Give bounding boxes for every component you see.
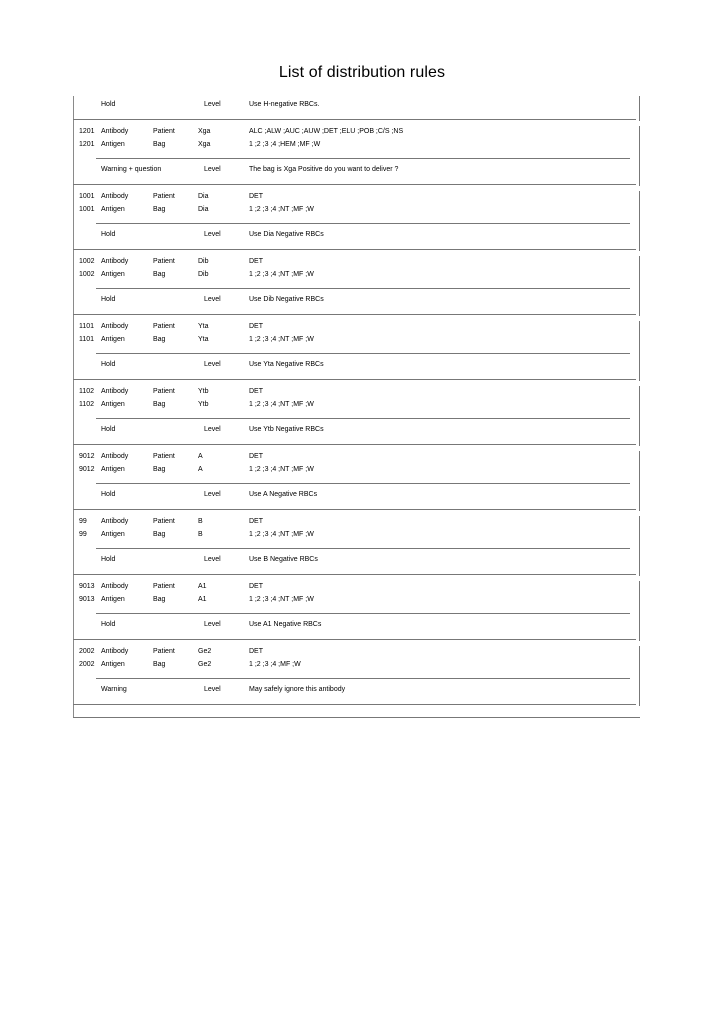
rule-message: Use A Negative RBCs — [249, 491, 318, 498]
rule-type: Antibody — [101, 648, 129, 655]
rule-values: 1 ;2 ;3 ;4 ;NT ;MF ;W — [249, 271, 314, 278]
rule-id: 1101 — [79, 323, 95, 330]
rule-source: Bag — [153, 661, 166, 668]
rule-values: 1 ;2 ;3 ;4 ;NT ;MF ;W — [249, 531, 314, 538]
rule-source: Patient — [153, 128, 175, 135]
rule-values: 1 ;2 ;3 ;4 ;NT ;MF ;W — [249, 596, 314, 603]
rule-values: DET — [249, 193, 263, 200]
block-separator — [96, 288, 630, 289]
rule-id: 1201 — [79, 128, 95, 135]
rule-id: 1101 — [79, 336, 95, 343]
rule-id: 9012 — [79, 453, 95, 460]
rule-type: Antibody — [101, 258, 129, 265]
rule-message: Use H-negative RBCs. — [249, 101, 320, 108]
block-right-bar — [639, 126, 640, 186]
rule-antigen: Xga — [198, 141, 211, 148]
rule-type: Antibody — [101, 388, 129, 395]
rule-source: Bag — [153, 336, 166, 343]
rule-values: 1 ;2 ;3 ;4 ;NT ;MF ;W — [249, 466, 314, 473]
rule-action: Hold — [101, 621, 116, 628]
rule-message: Use Yta Negative RBCs — [249, 361, 324, 368]
rule-source: Patient — [153, 648, 175, 655]
rule-id: 1102 — [79, 388, 95, 395]
rule-level: Level — [204, 101, 221, 108]
rule-action: Warning — [101, 686, 127, 693]
block-separator — [96, 223, 630, 224]
block-separator — [96, 158, 630, 159]
rule-action: Hold — [101, 491, 116, 498]
block-right-bar — [639, 96, 640, 121]
rule-source: Bag — [153, 466, 166, 473]
rule-source: Bag — [153, 401, 166, 408]
rule-level: Level — [204, 556, 221, 563]
block-separator — [96, 418, 630, 419]
rule-antigen: Xga — [198, 128, 211, 135]
rule-type: Antibody — [101, 128, 129, 135]
rule-source: Patient — [153, 388, 175, 395]
rule-type: Antibody — [101, 518, 129, 525]
rule-type: Antigen — [101, 661, 125, 668]
rule-block — [73, 445, 636, 510]
rule-type: Antigen — [101, 531, 125, 538]
rule-id: 99 — [79, 518, 87, 525]
rule-level: Level — [204, 491, 221, 498]
rule-source: Patient — [153, 453, 175, 460]
rule-message: May safely ignore this antibody — [249, 686, 346, 693]
rule-level: Level — [204, 231, 221, 238]
rule-message: The bag is Xga Positive do you want to deliver ? — [249, 166, 399, 173]
rule-values: 1 ;2 ;3 ;4 ;NT ;MF ;W — [249, 401, 314, 408]
rule-source: Patient — [153, 323, 175, 330]
rule-level: Level — [204, 621, 221, 628]
rule-action: Hold — [101, 231, 116, 238]
rule-antigen: Dib — [198, 271, 209, 278]
rule-source: Bag — [153, 271, 166, 278]
rule-block — [73, 315, 636, 380]
rule-level: Level — [204, 166, 221, 173]
rule-message: Use Ytb Negative RBCs — [249, 426, 324, 433]
rule-action: Hold — [101, 556, 116, 563]
rule-type: Antigen — [101, 141, 125, 148]
page-title: List of distribution rules — [278, 64, 446, 81]
block-right-bar — [639, 256, 640, 316]
rule-antigen: Ytb — [198, 388, 209, 395]
rule-values: 1 ;2 ;3 ;4 ;MF ;W — [249, 661, 301, 668]
rule-id: 1001 — [79, 193, 95, 200]
rule-source: Patient — [153, 583, 175, 590]
rule-action: Hold — [101, 426, 116, 433]
rule-id: 2002 — [79, 648, 95, 655]
rule-message: Use B Negative RBCs — [249, 556, 318, 563]
rule-block — [73, 380, 636, 445]
rule-antigen: B — [198, 518, 203, 525]
rule-id: 1002 — [79, 271, 95, 278]
rule-level: Level — [204, 361, 221, 368]
rule-values: DET — [249, 323, 263, 330]
rule-action: Hold — [101, 296, 116, 303]
rule-id: 9013 — [79, 583, 95, 590]
rule-type: Antigen — [101, 336, 125, 343]
block-separator — [96, 548, 630, 549]
rule-type: Antibody — [101, 453, 129, 460]
rule-antigen: A1 — [198, 596, 207, 603]
rule-action: Warning + question — [101, 166, 162, 173]
rule-antigen: Yta — [198, 336, 209, 343]
list-bottom-rule — [73, 717, 640, 718]
rule-block — [73, 510, 636, 575]
rule-block — [73, 575, 636, 640]
rule-block — [73, 250, 636, 315]
rule-antigen: B — [198, 531, 203, 538]
rule-values: ALC ;ALW ;AUC ;AUW ;DET ;ELU ;POB ;C/S ;NS — [249, 128, 404, 135]
rule-type: Antigen — [101, 206, 125, 213]
rule-antigen: Ytb — [198, 401, 209, 408]
rule-level: Level — [204, 296, 221, 303]
rule-action: Hold — [101, 361, 116, 368]
rule-id: 99 — [79, 531, 87, 538]
rule-values: DET — [249, 518, 263, 525]
rule-id: 1002 — [79, 258, 95, 265]
rule-antigen: Dia — [198, 206, 209, 213]
rule-message: Use Dia Negative RBCs — [249, 231, 324, 238]
rule-antigen: Dia — [198, 193, 209, 200]
rule-type: Antigen — [101, 466, 125, 473]
rule-level: Level — [204, 686, 221, 693]
rule-source: Bag — [153, 206, 166, 213]
block-right-bar — [639, 191, 640, 251]
rule-id: 9013 — [79, 596, 95, 603]
rule-source: Bag — [153, 531, 166, 538]
rule-source: Patient — [153, 193, 175, 200]
rule-values: DET — [249, 583, 263, 590]
block-right-bar — [639, 646, 640, 706]
rule-values: 1 ;2 ;3 ;4 ;NT ;MF ;W — [249, 206, 314, 213]
rule-block — [73, 185, 636, 250]
rule-block-first — [73, 96, 636, 120]
rule-source: Patient — [153, 258, 175, 265]
rule-antigen: Ge2 — [198, 648, 212, 655]
block-right-bar — [639, 386, 640, 446]
rule-antigen: A — [198, 453, 203, 460]
rule-source: Bag — [153, 596, 166, 603]
rule-type: Antigen — [101, 271, 125, 278]
block-separator — [96, 678, 630, 679]
rule-antigen: Ge2 — [198, 661, 212, 668]
rule-antigen: Yta — [198, 323, 209, 330]
rule-antigen: A1 — [198, 583, 207, 590]
rule-type: Antibody — [101, 583, 129, 590]
rule-source: Patient — [153, 518, 175, 525]
block-right-bar — [639, 451, 640, 511]
rule-id: 1102 — [79, 401, 95, 408]
rule-antigen: Dib — [198, 258, 209, 265]
rule-values: 1 ;2 ;3 ;4 ;HEM ;MF ;W — [249, 141, 321, 148]
block-separator — [96, 483, 630, 484]
rule-type: Antibody — [101, 323, 129, 330]
rule-level: Level — [204, 426, 221, 433]
rule-action: Hold — [101, 101, 116, 108]
rule-block — [73, 120, 636, 185]
rule-id: 9012 — [79, 466, 95, 473]
block-right-bar — [639, 581, 640, 641]
rule-values: DET — [249, 453, 263, 460]
block-right-bar — [639, 321, 640, 381]
rules-list — [73, 96, 636, 705]
block-separator — [96, 613, 630, 614]
rule-id: 2002 — [79, 661, 95, 668]
block-separator — [96, 353, 630, 354]
rule-block — [73, 640, 636, 705]
rule-source: Bag — [153, 141, 166, 148]
rule-type: Antibody — [101, 193, 129, 200]
rule-id: 1201 — [79, 141, 95, 148]
rule-values: DET — [249, 388, 263, 395]
rule-id: 1001 — [79, 206, 95, 213]
rule-type: Antigen — [101, 401, 125, 408]
rule-message: Use Dib Negative RBCs — [249, 296, 324, 303]
rule-values: 1 ;2 ;3 ;4 ;NT ;MF ;W — [249, 336, 314, 343]
rule-values: DET — [249, 648, 263, 655]
rule-antigen: A — [198, 466, 203, 473]
rule-message: Use A1 Negative RBCs — [249, 621, 322, 628]
block-right-bar — [639, 516, 640, 576]
rule-type: Antigen — [101, 596, 125, 603]
rule-values: DET — [249, 258, 263, 265]
